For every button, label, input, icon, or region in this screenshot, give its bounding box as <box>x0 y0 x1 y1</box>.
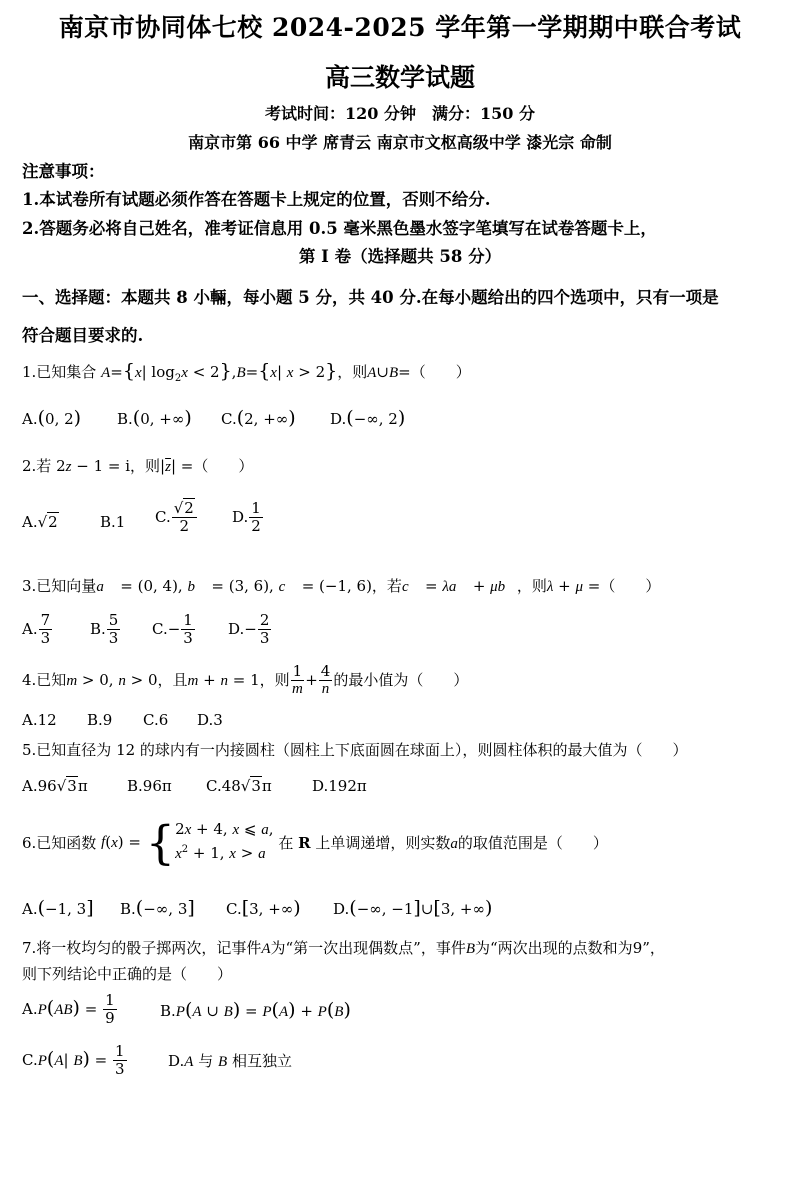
q5-option-c[interactable]: C.48√3π <box>206 777 272 795</box>
question-7-line1: 7.将一枚均匀的骰子掷两次，记事件A为“第一次出现偶数点”，事件B为“两次出现的点数和为9”， <box>22 939 665 957</box>
q2-option-a[interactable]: A.√2 <box>22 513 58 531</box>
q5-option-a[interactable]: A.96√3π <box>22 777 88 795</box>
exam-title: 南京市协同体七校 2024-2025 学年第一学期期中联合考试 <box>58 13 742 42</box>
q4-option-c[interactable]: C.6 <box>143 711 169 729</box>
question-7-line2: 则下列结论中正确的是（ ） <box>22 965 233 983</box>
piecewise-cases: 2x + 4, x ⩽ a, $x^2 + 1$, x > a <box>175 820 274 863</box>
notice-item-2: 2.答题务必将自己姓名，准考证信息用 0.5 毫米黑色墨水签字笔填写在试卷答题卡上， <box>22 219 657 238</box>
q2-option-c[interactable]: C. $\frac{√2}{2}$ <box>155 500 198 536</box>
q2-option-b[interactable]: B.1 <box>100 513 126 531</box>
q6-option-b[interactable]: B.(−∞, 3] <box>120 897 195 919</box>
q4-option-b[interactable]: B.9 <box>87 711 113 729</box>
q6-option-c[interactable]: C.[3, +∞) <box>226 897 301 919</box>
section1-intro-line2: 符合题目要求的. <box>22 326 144 345</box>
exam-subtitle: 高三数学试题 <box>324 63 475 92</box>
q2-option-d[interactable]: D. $\frac{1}{2}$ <box>232 499 261 536</box>
q3-option-b[interactable]: B. $\frac{5}{3}$ <box>90 611 119 648</box>
q1-sets-formula: A <box>101 365 111 381</box>
volume-title: 第 I 卷（选择题共 58 分） <box>298 247 502 266</box>
q1-option-d[interactable]: D.(−∞, 2) <box>330 407 406 429</box>
question-3: 3.已知向量a⃗ = (0, 4), b⃗ = (3, 6), c⃗ = (−1, 6)，若c⃗ = λa⃗ + μb⃗，则λ + μ =（ ） <box>22 577 661 595</box>
notice-heading: 注意事项： <box>22 162 105 181</box>
question-2: 2.若 2z − 1 = i，则$|\overline{z}|$ =（ ） <box>22 457 254 475</box>
q6-option-d[interactable]: D.(−∞, −1]∪[3, +∞) <box>333 897 493 919</box>
q7-option-a[interactable]: A.P(AB) = $\frac{1}{9}$ <box>22 991 115 1028</box>
q3-option-c[interactable]: C.− $\frac{1}{3}$ <box>152 611 193 648</box>
q1-option-c[interactable]: C.(2, +∞) <box>221 407 296 429</box>
question-1: 1.已知集合 A={x| $\log_2x < 2\},B=\{x|$ x > 2}，则A∪B=（ ） <box>22 360 471 384</box>
exam-time-info: 考试时间：120 分钟 满分：150 分 <box>265 104 535 123</box>
q3-option-a[interactable]: A. $\frac{7}{3}$ <box>22 611 51 648</box>
q3-option-d[interactable]: D.− $\frac{2}{3}$ <box>228 611 270 648</box>
q7-option-c[interactable]: C.P(A| B) = $\frac{1}{3}$ <box>22 1042 125 1079</box>
q5-option-d[interactable]: D.192π <box>312 777 367 795</box>
q7-option-d[interactable]: D.A 与 B 相互独立 <box>168 1052 292 1070</box>
notice-item-1: 1.本试卷所有试题必须作答在答题卡上规定的位置，否则不给分. <box>22 190 491 209</box>
question-4: 4.已知m > 0, n > 0，且m + n = 1，则 $\frac{1}{m}$ + $\frac{4}{n}$ 的最小值为（ ） <box>22 662 469 698</box>
question-5: 5.已知直径为 12 的球内有一内接圆柱（圆柱上下底面圆在球面上），则圆柱体积的最大值为（ ） <box>22 741 688 759</box>
q6-option-a[interactable]: A.(−1, 3] <box>22 897 94 919</box>
q1-option-b[interactable]: B.(0, +∞) <box>117 407 192 429</box>
exam-authors: 南京市第 66 中学 席青云 南京市文枢高级中学 漆光宗 命制 <box>188 133 612 152</box>
q1-prefix: 1.已知集合 <box>22 363 97 381</box>
q4-option-a[interactable]: A.12 <box>22 711 57 729</box>
q7-option-b[interactable]: B.P(A ∪ B) = P(A) + P(B) <box>160 999 351 1021</box>
question-6: 6.已知函数 f(x) = {2x + 4, x ⩽ a, $x^2 + 1$, x > a 在 R 上单调递增，则实数a的取值范围是（ ） <box>22 815 608 870</box>
q5-option-b[interactable]: B.96π <box>127 777 172 795</box>
piecewise-brace: { <box>145 815 176 870</box>
q1-option-a[interactable]: A.(0, 2) <box>22 407 82 429</box>
section1-intro-line1: 一、选择题：本题共 8 小輛，每小题 5 分，共 40 分.在每小题给出的四个选项中，只有一项是 <box>22 288 719 307</box>
q4-option-d[interactable]: D.3 <box>197 711 223 729</box>
